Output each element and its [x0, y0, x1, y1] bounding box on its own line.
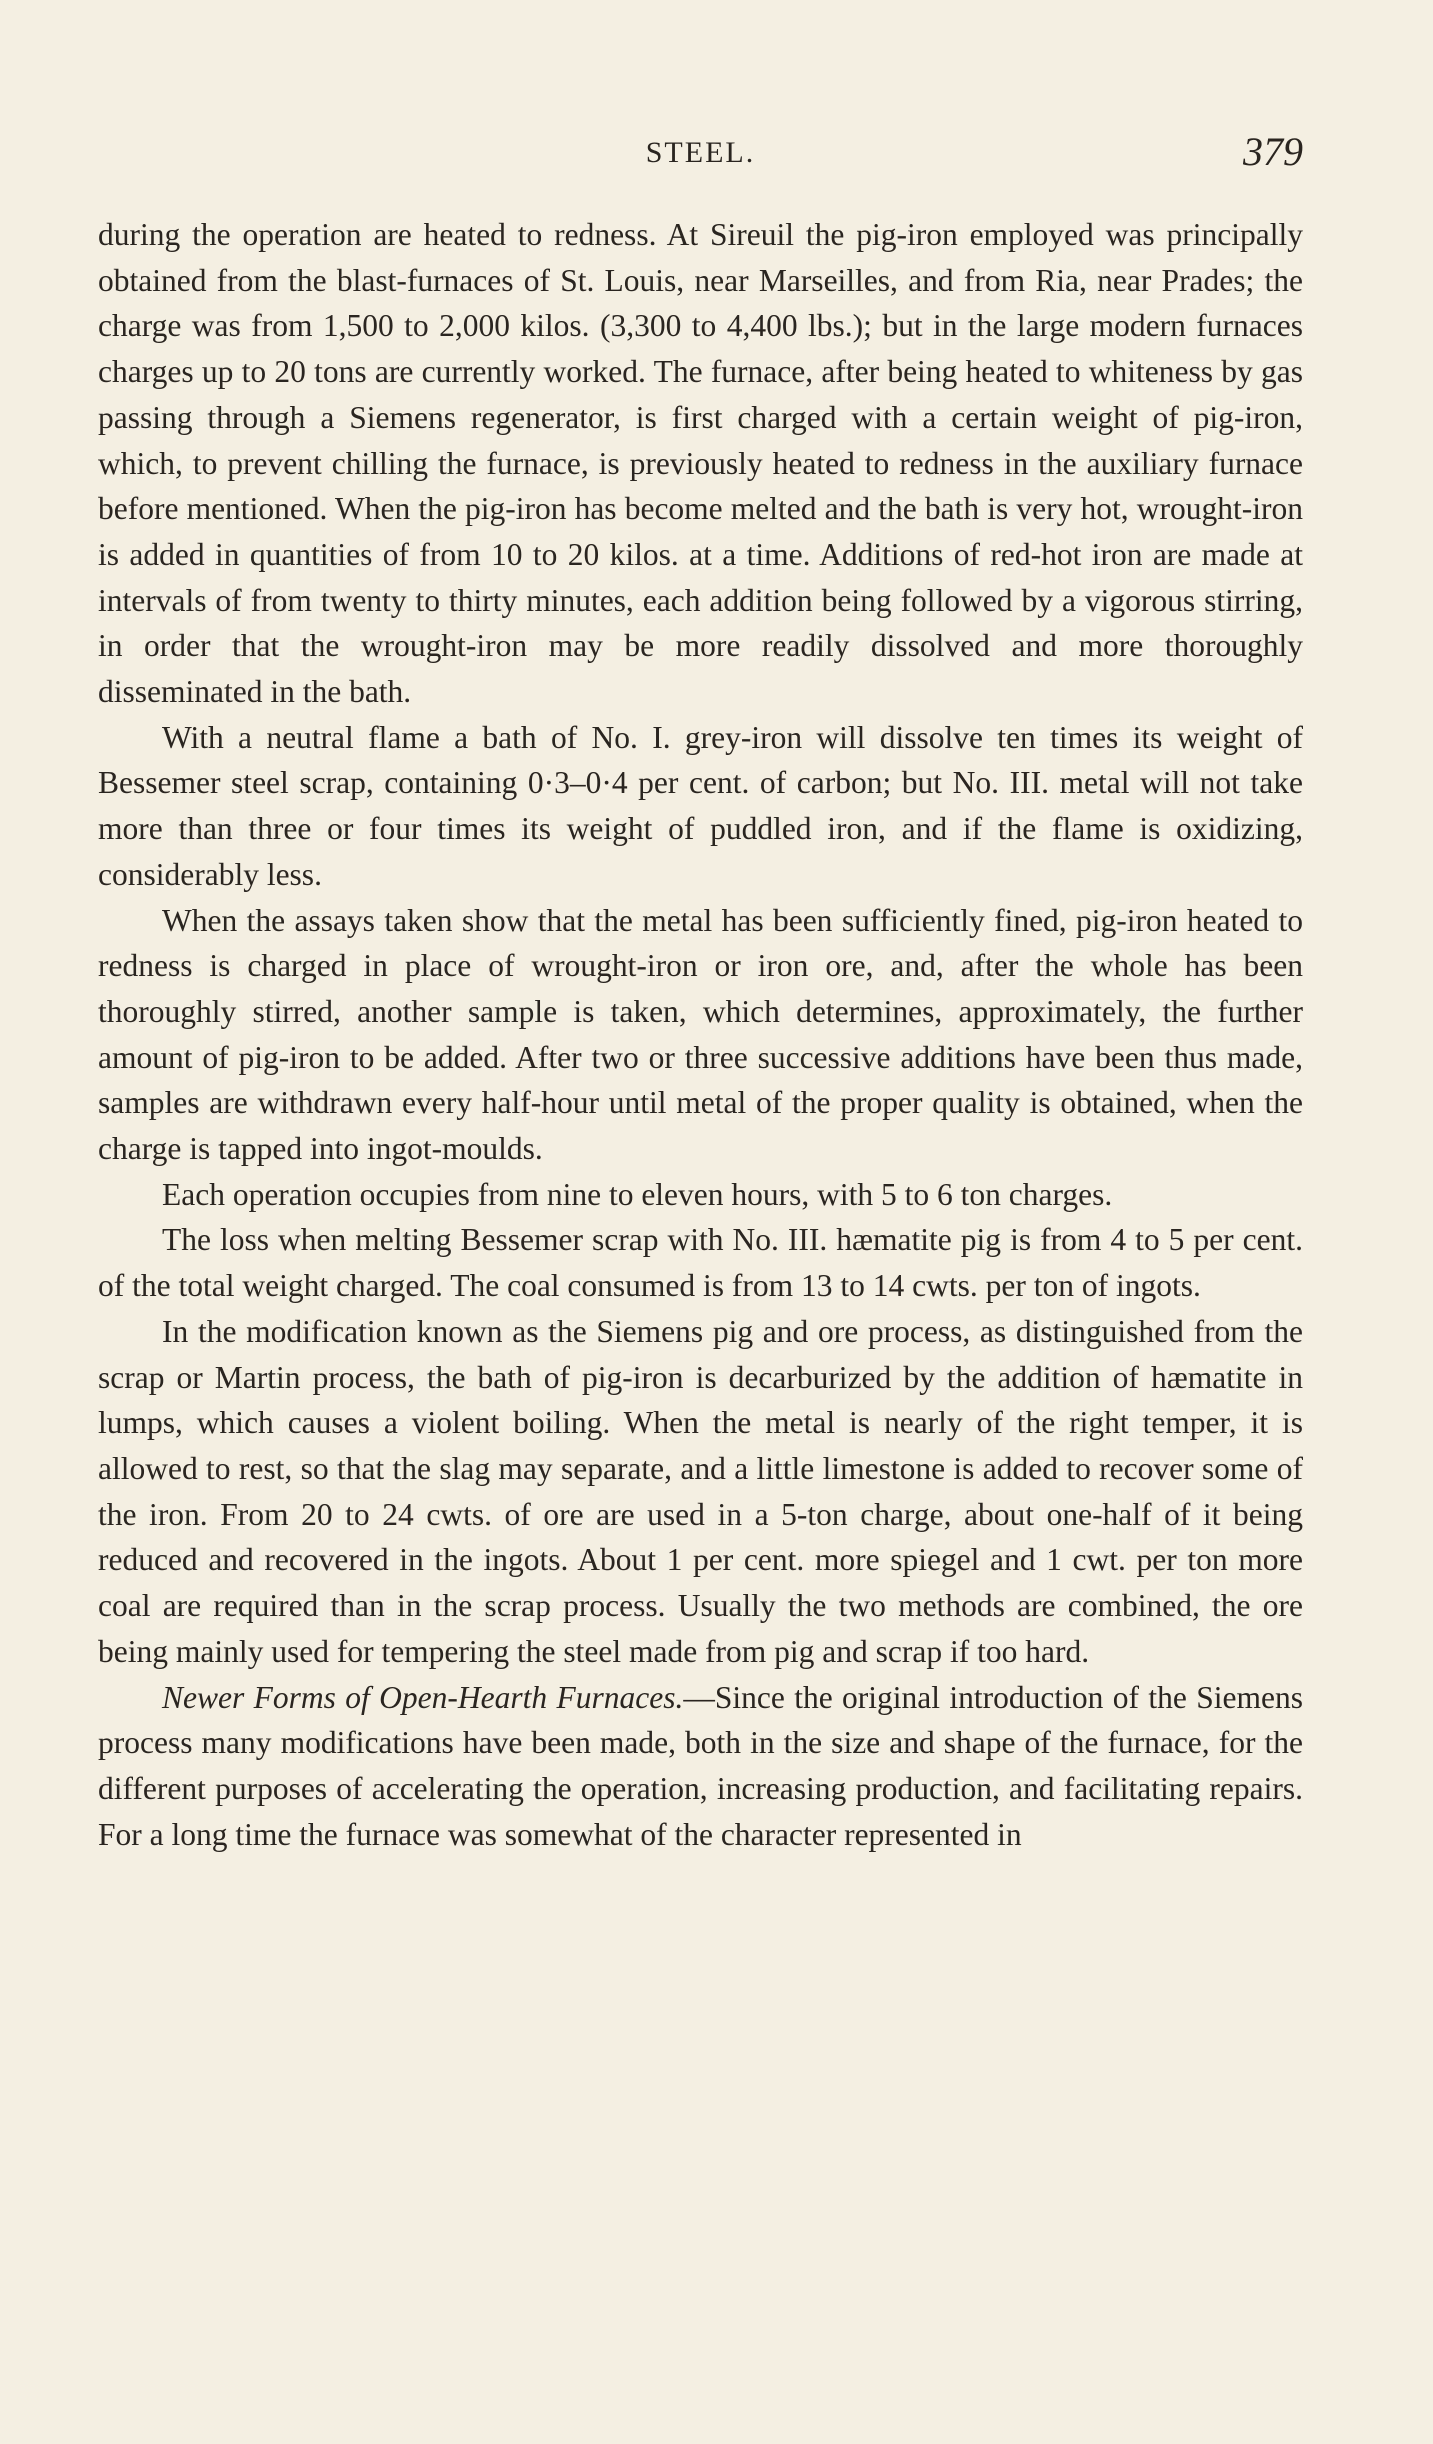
paragraph-2: With a neutral flame a bath of No. I. grey-iron will dissolve ten times its weight of Bessemer steel scrap, containing 0·3–0·4 per cent. of carbon; but No. III. metal will not take more than three or four times its weight of puddled iron, and if the flame is oxidizing, considerably less.: [98, 719, 1303, 892]
page-header: [98, 128, 1303, 188]
paragraph-1: during the operation are heated to redness. At Sireuil the pig-iron employed was principally obtained from the blast-furnaces of St. Louis, near Marseilles, and from Ria, near Prades; the charge was from 1,500 to 2,000 kilos. (3,300 to 4,400 lbs.); but in the large modern furnaces charges up to 20 tons are currently worked. The furnace, after being heated to whiteness by gas passing through a Siemens regenerator, is first charged with a certain weight of pig-iron, which, to prevent chilling the furnace, is previously heated to redness in the auxiliary furnace before mentioned. When the pig-iron has become melted and the bath is very hot, wrought-iron is added in quantities of from 10 to 20 kilos. at a time. Additions of red-hot iron are made at intervals of from twenty to thirty minutes, each addition being followed by a vigorous stirring, in order that the wrought-iron may be more readily dissolved and more thoroughly disseminated in the bath.: [98, 217, 1303, 710]
body-text: [98, 212, 1303, 1857]
paragraph-7-text: —Since the original introduction of the Siemens process many modifications have been made, both in the size and shape of the furnace, for the different purposes of accelerating the operation, increasing production, and facilitating repairs. For a long time the furnace was somewhat of the character represented in: [98, 1679, 1303, 1852]
paragraph-6: In the modification known as the Siemens pig and ore process, as distinguished from the scrap or Martin process, the bath of pig-iron is decarburized by the addition of hæmatite in lumps, which causes a violent boiling. When the metal is nearly of the right temper, it is allowed to rest, so that the slag may separate, and a little limestone is added to recover some of the iron. From 20 to 24 cwts. of ore are used in a 5-ton charge, about one-half of it being reduced and recovered in the ingots. About 1 per cent. more spiegel and 1 cwt. per ton more coal are required than in the scrap process. Usually the two methods are combined, the ore being mainly used for tempering the steel made from pig and scrap if too hard.: [98, 1313, 1303, 1669]
paragraph-7: [98, 1675, 1303, 1858]
section-heading: Newer Forms of Open-Hearth Furnaces.: [162, 1679, 684, 1715]
paragraph-5: The loss when melting Bessemer scrap with No. III. hæmatite pig is from 4 to 5 per cent. of the total weight charged. The coal consumed is from 13 to 14 cwts. per ton of ingots.: [98, 1222, 1303, 1304]
paragraph-3: When the assays taken show that the metal has been sufficiently fined, pig-iron heated to redness is charged in place of wrought-iron or iron ore, and, after the whole has been thoroughly stirred, another sample is taken, which determines, approximately, the further amount of pig-iron to be added. After two or three successive additions have been thus made, samples are withdrawn every half-hour until metal of the proper quality is obtained, when the charge is tapped into ingot-moulds.: [98, 902, 1303, 1167]
running-head: STEEL.: [645, 136, 756, 169]
paragraph-4: Each operation occupies from nine to eleven hours, with 5 to 6 ton charges.: [162, 1176, 1113, 1212]
page-number: 379: [1243, 129, 1303, 174]
